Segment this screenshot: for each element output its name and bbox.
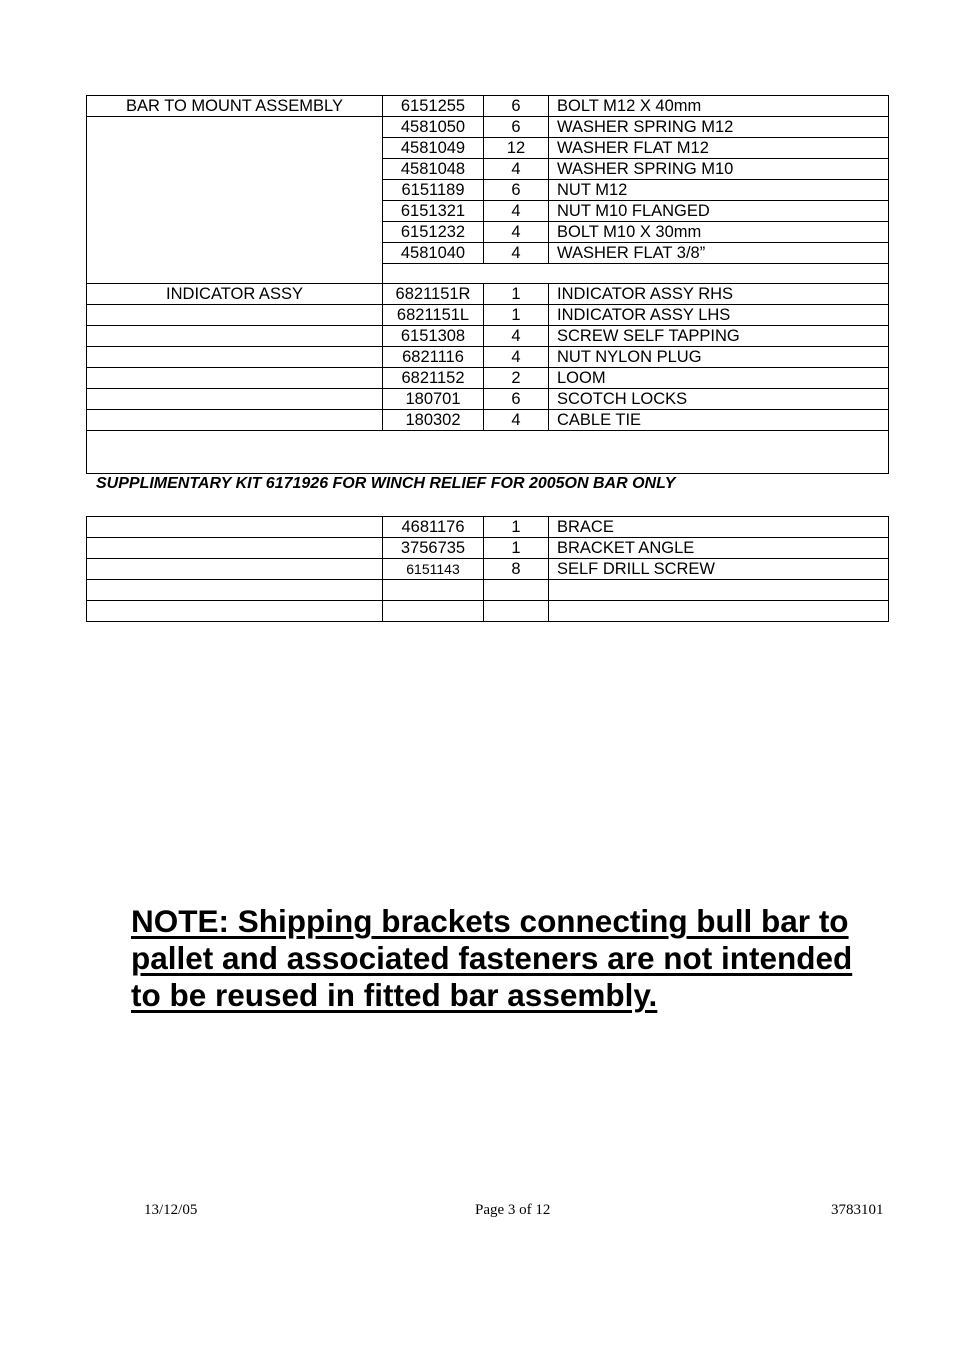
table-row <box>87 326 889 347</box>
quantity: 4 <box>484 410 549 431</box>
quantity: 1 <box>484 517 549 538</box>
description: NUT NYLON PLUG <box>549 347 889 368</box>
table-row <box>87 580 889 601</box>
table-row <box>87 117 889 138</box>
quantity: 8 <box>484 559 549 580</box>
shipping-note: NOTE: Shipping brackets connecting bull bar to pallet and associated fasteners are not intended to be reused in fitted bar assembly. <box>131 903 853 1013</box>
description: WASHER SPRING M12 <box>549 117 889 138</box>
empty-cell <box>87 580 383 601</box>
table-row <box>87 559 889 580</box>
parts-table <box>86 95 889 622</box>
description: LOOM <box>549 368 889 389</box>
table-row <box>87 410 889 431</box>
table-row <box>87 538 889 559</box>
part-number: 6151321 <box>383 201 484 222</box>
part-number: 6151255 <box>383 96 484 117</box>
part-number: 6821116 <box>383 347 484 368</box>
group-name: INDICATOR ASSY <box>87 284 383 305</box>
table-row <box>87 368 889 389</box>
part-number: 4581049 <box>383 138 484 159</box>
part-number: 6821151R <box>383 284 484 305</box>
table-row <box>87 305 889 326</box>
quantity: 4 <box>484 201 549 222</box>
quantity: 1 <box>484 305 549 326</box>
group-spacer <box>87 117 383 284</box>
part-number: 180302 <box>383 410 484 431</box>
quantity: 2 <box>484 368 549 389</box>
empty-cell <box>87 601 383 622</box>
empty-cell <box>87 559 383 580</box>
empty-cell <box>87 431 889 474</box>
empty-cell <box>383 601 484 622</box>
description: NUT M10 FLANGED <box>549 201 889 222</box>
empty-cell <box>87 389 383 410</box>
empty-cell <box>87 347 383 368</box>
empty-cell <box>87 368 383 389</box>
empty-cell <box>383 264 889 284</box>
part-number: 6151308 <box>383 326 484 347</box>
description: INDICATOR ASSY RHS <box>549 284 889 305</box>
quantity: 4 <box>484 222 549 243</box>
empty-cell <box>549 580 889 601</box>
table-row <box>87 284 889 305</box>
empty-cell <box>87 305 383 326</box>
quantity: 4 <box>484 243 549 264</box>
description: NUT M12 <box>549 180 889 201</box>
description: BRACKET ANGLE <box>549 538 889 559</box>
table-row <box>87 389 889 410</box>
kit-title: SUPPLIMENTARY KIT 6171926 FOR WINCH RELIEF FOR 2005ON BAR ONLY <box>87 474 889 517</box>
description: SELF DRILL SCREW <box>549 559 889 580</box>
quantity: 4 <box>484 347 549 368</box>
quantity: 1 <box>484 538 549 559</box>
part-number: 3756735 <box>383 538 484 559</box>
part-number: 4681176 <box>383 517 484 538</box>
group-name: BAR TO MOUNT ASSEMBLY <box>87 96 383 117</box>
part-number: 4581048 <box>383 159 484 180</box>
table-row <box>87 96 889 117</box>
part-number: 4581050 <box>383 117 484 138</box>
quantity: 6 <box>484 180 549 201</box>
empty-cell <box>87 410 383 431</box>
table-spacer-row <box>87 431 889 474</box>
empty-cell <box>87 517 383 538</box>
description: INDICATOR ASSY LHS <box>549 305 889 326</box>
empty-cell <box>484 601 549 622</box>
description: BOLT M12 X 40mm <box>549 96 889 117</box>
table-row <box>87 347 889 368</box>
description: SCOTCH LOCKS <box>549 389 889 410</box>
table-row <box>87 517 889 538</box>
description: BRACE <box>549 517 889 538</box>
quantity: 4 <box>484 159 549 180</box>
quantity: 6 <box>484 389 549 410</box>
description: SCREW SELF TAPPING <box>549 326 889 347</box>
part-number: 4581040 <box>383 243 484 264</box>
footer-page-number: Page 3 of 12 <box>475 1202 551 1218</box>
description: WASHER FLAT 3/8” <box>549 243 889 264</box>
quantity: 6 <box>484 117 549 138</box>
kit-title-row <box>87 474 889 517</box>
empty-cell <box>549 601 889 622</box>
part-number: 6821151L <box>383 305 484 326</box>
part-number: 6151143 <box>383 559 484 580</box>
table-row <box>87 601 889 622</box>
footer-date: 13/12/05 <box>144 1202 198 1218</box>
description: CABLE TIE <box>549 410 889 431</box>
part-number: 6151232 <box>383 222 484 243</box>
quantity: 4 <box>484 326 549 347</box>
quantity: 1 <box>484 284 549 305</box>
description: WASHER SPRING M10 <box>549 159 889 180</box>
empty-cell <box>383 580 484 601</box>
quantity: 12 <box>484 138 549 159</box>
description: WASHER FLAT M12 <box>549 138 889 159</box>
empty-cell <box>87 538 383 559</box>
part-number: 6151189 <box>383 180 484 201</box>
empty-cell <box>87 326 383 347</box>
part-number: 6821152 <box>383 368 484 389</box>
empty-cell <box>484 580 549 601</box>
description: BOLT M10 X 30mm <box>549 222 889 243</box>
part-number: 180701 <box>383 389 484 410</box>
quantity: 6 <box>484 96 549 117</box>
footer-document-number: 3783101 <box>831 1202 884 1218</box>
